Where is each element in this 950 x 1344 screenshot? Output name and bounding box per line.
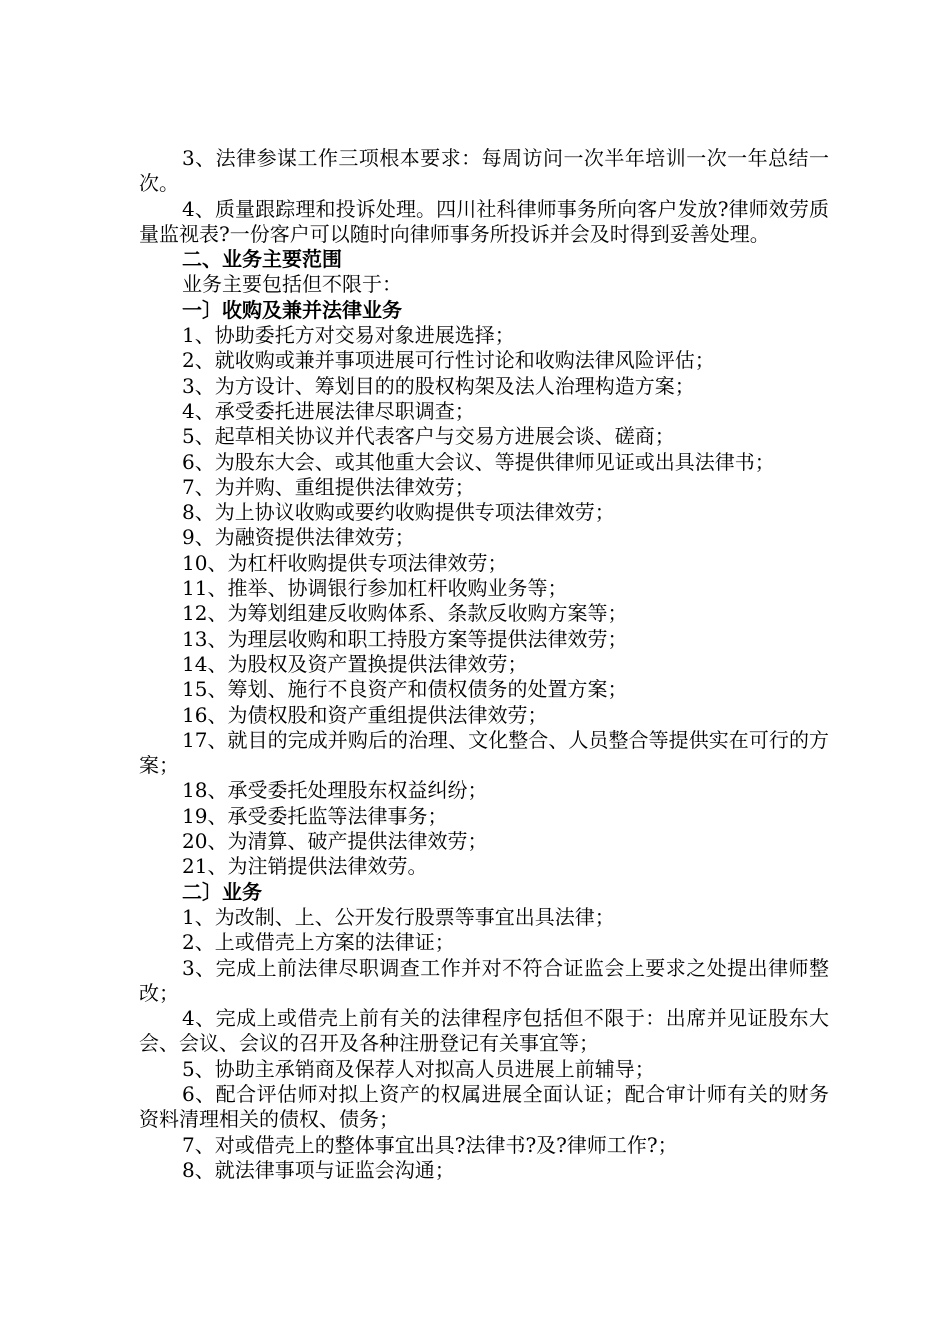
section-heading: 二、业务主要范围 (182, 247, 342, 272)
paragraph: 1、为改制、上、公开发行股票等事宜出具法律； (182, 904, 615, 929)
paragraph: 2、就收购或兼并事项进展可行性讨论和收购法律风险评估； (182, 348, 715, 373)
paragraph: 4、完成上或借壳上前有关的法律程序包括但不限于：出席并见证股东大会、会议、会议的召开及各种注册登记有关事宜等； (139, 1006, 829, 1056)
paragraph: 3、法律参谋工作三项根本要求：每周访问一次半年培训一次一年总结一次。 (139, 146, 829, 196)
paragraph: 20、为清算、破产提供法律效劳； (182, 829, 488, 854)
paragraph: 业务主要包括但不限于： (182, 272, 402, 297)
paragraph: 1、协助委托方对交易对象进展选择； (182, 323, 515, 348)
paragraph: 16、为债权股和资产重组提供法律效劳； (182, 702, 548, 727)
paragraph: 12、为筹划组建反收购体系、条款反收购方案等； (182, 601, 628, 626)
paragraph: 5、起草相关协议并代表客户与交易方进展会谈、磋商； (182, 424, 675, 449)
paragraph: 8、就法律事项与证监会沟通； (182, 1157, 455, 1182)
paragraph: 4、承受委托进展法律尽职调查； (182, 398, 475, 423)
document-body (139, 146, 829, 1183)
paragraph: 13、为理层收购和职工持股方案等提供法律效劳； (182, 626, 628, 651)
section-heading: 二〕业务 (182, 879, 262, 904)
paragraph: 3、为方设计、筹划目的的股权构架及法人治理构造方案； (182, 373, 695, 398)
paragraph: 4、质量跟踪理和投诉处理。四川社科律师事务所向客户发放?律师效劳质量监视表?一份客户可以随时向律师事务所投诉并会及时得到妥善处理。 (139, 196, 829, 246)
paragraph: 17、就目的完成并购后的治理、文化整合、人员整合等提供实在可行的方案； (139, 727, 829, 778)
section-heading: 一〕收购及兼并法律业务 (182, 297, 402, 322)
paragraph: 2、上或借壳上方案的法律证； (182, 930, 455, 955)
paragraph: 7、对或借壳上的整体事宜出具?法律书?及?律师工作?； (182, 1132, 678, 1157)
paragraph: 9、为融资提供法律效劳； (182, 525, 415, 550)
paragraph: 21、为注销提供法律效劳。 (182, 854, 428, 879)
paragraph: 11、推举、协调银行参加杠杆收购业务等； (182, 576, 568, 601)
paragraph: 6、为股东大会、或其他重大会议、等提供律师见证或出具法律书； (182, 449, 775, 474)
paragraph: 15、筹划、施行不良资产和债权债务的处置方案； (182, 677, 628, 702)
paragraph: 19、承受委托监等法律事务； (182, 803, 448, 828)
paragraph: 8、为上协议收购或要约收购提供专项法律效劳； (182, 500, 615, 525)
paragraph: 6、配合评估师对拟上资产的权属进展全面认证；配合审计师有关的财务资料清理相关的债权、债务； (139, 1081, 829, 1132)
paragraph: 3、完成上前法律尽职调查工作并对不符合证监会上要求之处提出律师整改； (139, 955, 829, 1005)
paragraph: 7、为并购、重组提供法律效劳； (182, 474, 475, 499)
paragraph: 14、为股权及资产置换提供法律效劳； (182, 651, 528, 676)
paragraph: 18、承受委托处理股东权益纠纷； (182, 778, 488, 803)
paragraph: 10、为杠杆收购提供专项法律效劳； (182, 550, 508, 575)
paragraph: 5、协助主承销商及保荐人对拟高人员进展上前辅导； (182, 1056, 655, 1081)
